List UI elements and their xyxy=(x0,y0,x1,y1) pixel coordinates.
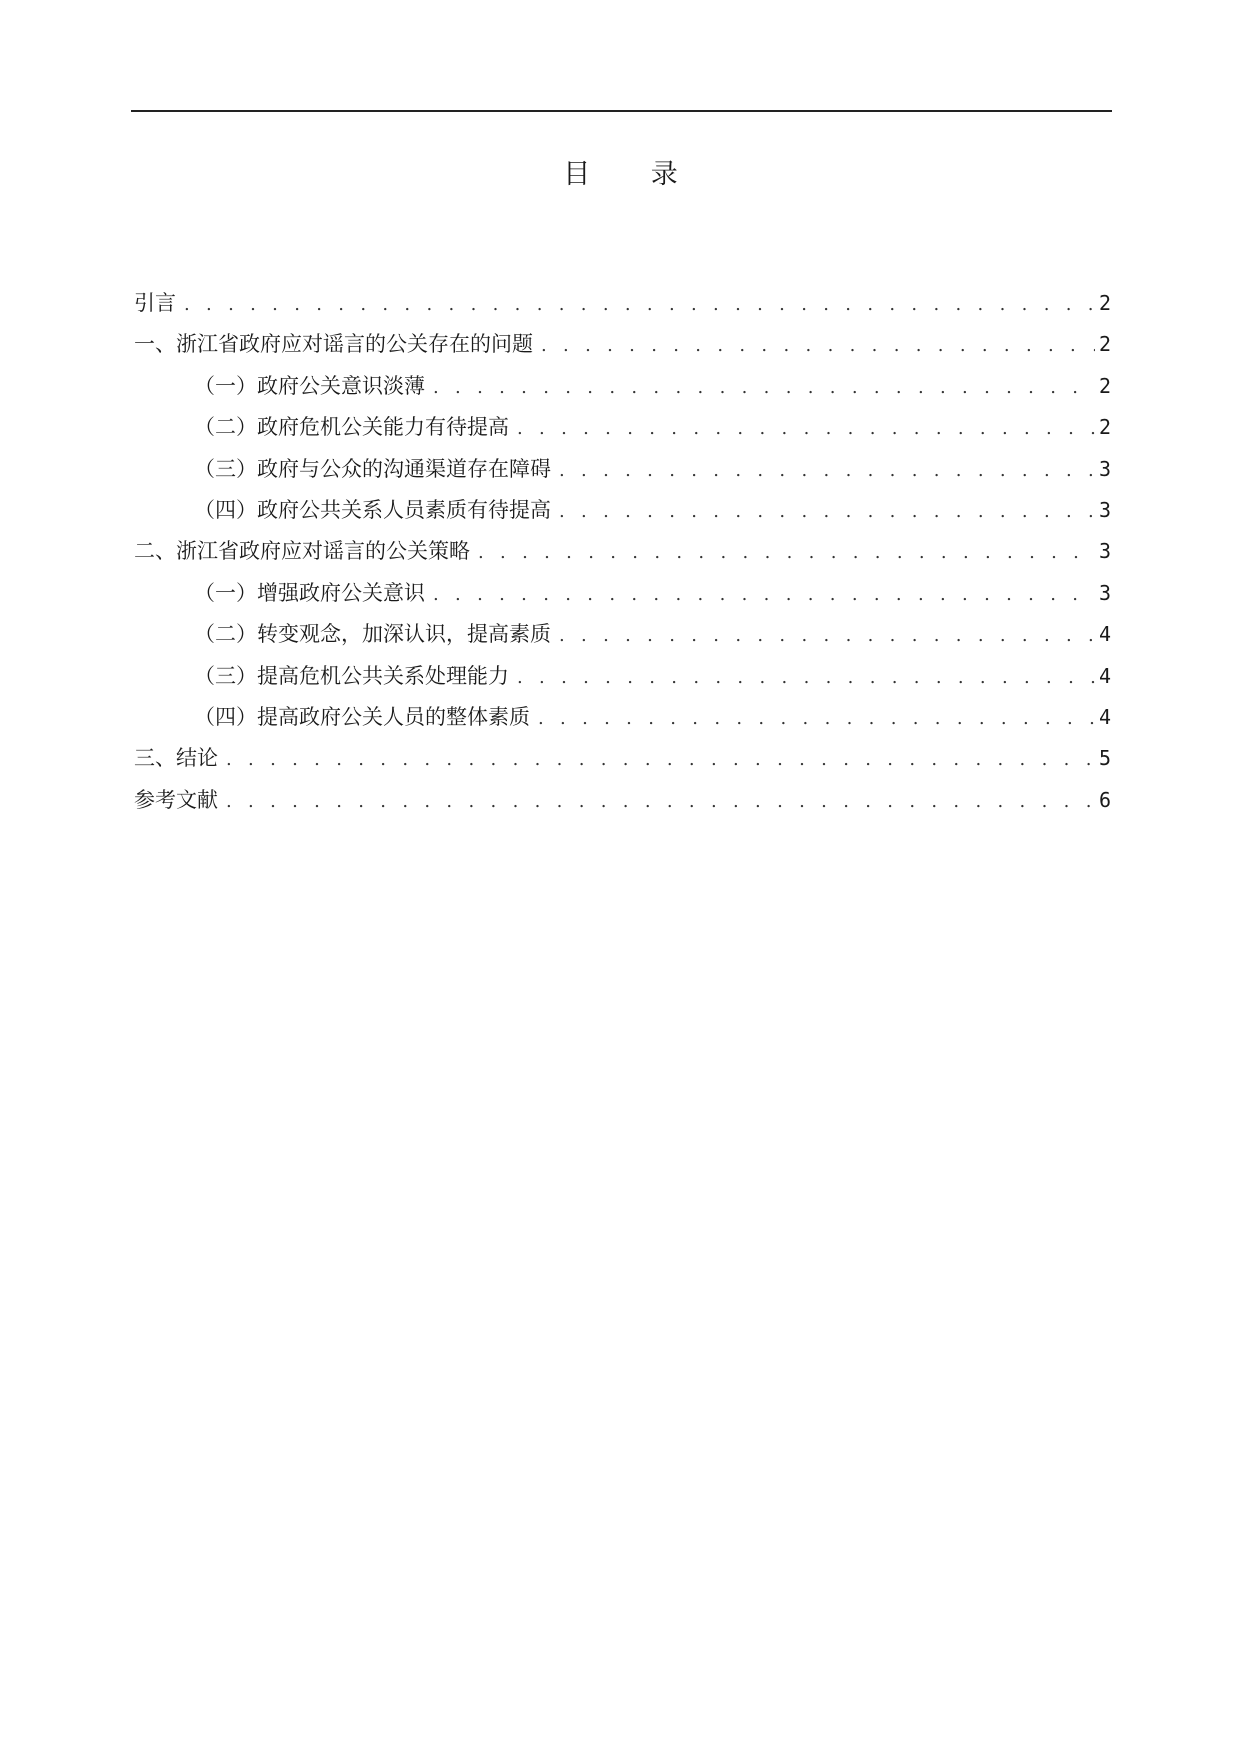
toc-entry-label: （三）提高危机公共关系处理能力 xyxy=(194,663,509,688)
toc-entry-label: 一、浙江省政府应对谣言的公关存在的问题 xyxy=(134,332,533,357)
toc-subentry[interactable] xyxy=(134,697,1111,738)
toc-entry-label: （四）提高政府公关人员的整体素质 xyxy=(194,704,530,729)
toc-leader-dots xyxy=(541,325,1095,366)
toc-entry-label: 三、结论 xyxy=(134,746,218,771)
toc-entry-page: 3 xyxy=(1098,456,1111,481)
toc-entry-label: （三）政府与公众的沟通渠道存在障碍 xyxy=(194,456,551,481)
toc-subentry[interactable] xyxy=(134,573,1111,614)
toc-entry[interactable] xyxy=(134,324,1111,365)
toc-subentry[interactable] xyxy=(134,490,1111,531)
toc-entry-page: 3 xyxy=(1098,539,1111,564)
toc-entry-page: 4 xyxy=(1098,663,1111,688)
toc-leader-dots xyxy=(538,698,1095,739)
toc-entry-page: 2 xyxy=(1098,291,1111,315)
toc-leader-dots xyxy=(559,450,1095,491)
toc-entry-page: 2 xyxy=(1098,415,1111,440)
toc-leader-dots xyxy=(184,284,1095,325)
toc-entry-page: 3 xyxy=(1098,580,1111,605)
toc-entry[interactable] xyxy=(134,738,1111,779)
toc-entry-label: （二）政府危机公关能力有待提高 xyxy=(194,415,509,440)
toc-entry-page: 2 xyxy=(1098,332,1111,357)
toc-entry[interactable] xyxy=(134,780,1111,821)
toc-leader-dots xyxy=(478,532,1095,573)
toc-entry-page: 5 xyxy=(1098,746,1111,771)
toc-title: 目 录 xyxy=(563,159,704,190)
toc-subentry[interactable] xyxy=(134,407,1111,448)
toc-leader-dots xyxy=(226,739,1095,780)
toc-entry-label: 引言 xyxy=(134,291,176,315)
toc-entry-label: （一）政府公关意识淡薄 xyxy=(194,373,425,398)
toc-entry-page: 3 xyxy=(1098,497,1111,522)
toc-leader-dots xyxy=(559,615,1095,656)
toc-leader-dots xyxy=(559,491,1095,532)
toc-entry-label: （二）转变观念，加深认识，提高素质 xyxy=(194,622,551,647)
toc-entry-label: 二、浙江省政府应对谣言的公关策略 xyxy=(134,539,470,564)
toc-entry-page: 4 xyxy=(1098,622,1111,647)
table-of-contents xyxy=(134,283,1111,821)
header-rule xyxy=(131,110,1112,112)
toc-leader-dots xyxy=(433,574,1095,615)
toc-entry-label: （一）增强政府公关意识 xyxy=(194,580,425,605)
toc-subentry[interactable] xyxy=(134,366,1111,407)
toc-entry-page: 4 xyxy=(1098,704,1111,729)
toc-leader-dots xyxy=(517,408,1095,449)
toc-leader-dots xyxy=(517,657,1095,698)
toc-subentry[interactable] xyxy=(134,656,1111,697)
toc-subentry[interactable] xyxy=(134,614,1111,655)
toc-entry-label: （四）政府公共关系人员素质有待提高 xyxy=(194,497,551,522)
toc-entry-page: 6 xyxy=(1098,787,1111,812)
toc-entry[interactable] xyxy=(134,283,1111,324)
toc-leader-dots xyxy=(433,367,1095,408)
toc-leader-dots xyxy=(226,781,1095,822)
toc-entry-page: 2 xyxy=(1098,373,1111,398)
toc-entry[interactable] xyxy=(134,531,1111,572)
toc-entry-label: 参考文献 xyxy=(134,787,218,812)
toc-subentry[interactable] xyxy=(134,449,1111,490)
